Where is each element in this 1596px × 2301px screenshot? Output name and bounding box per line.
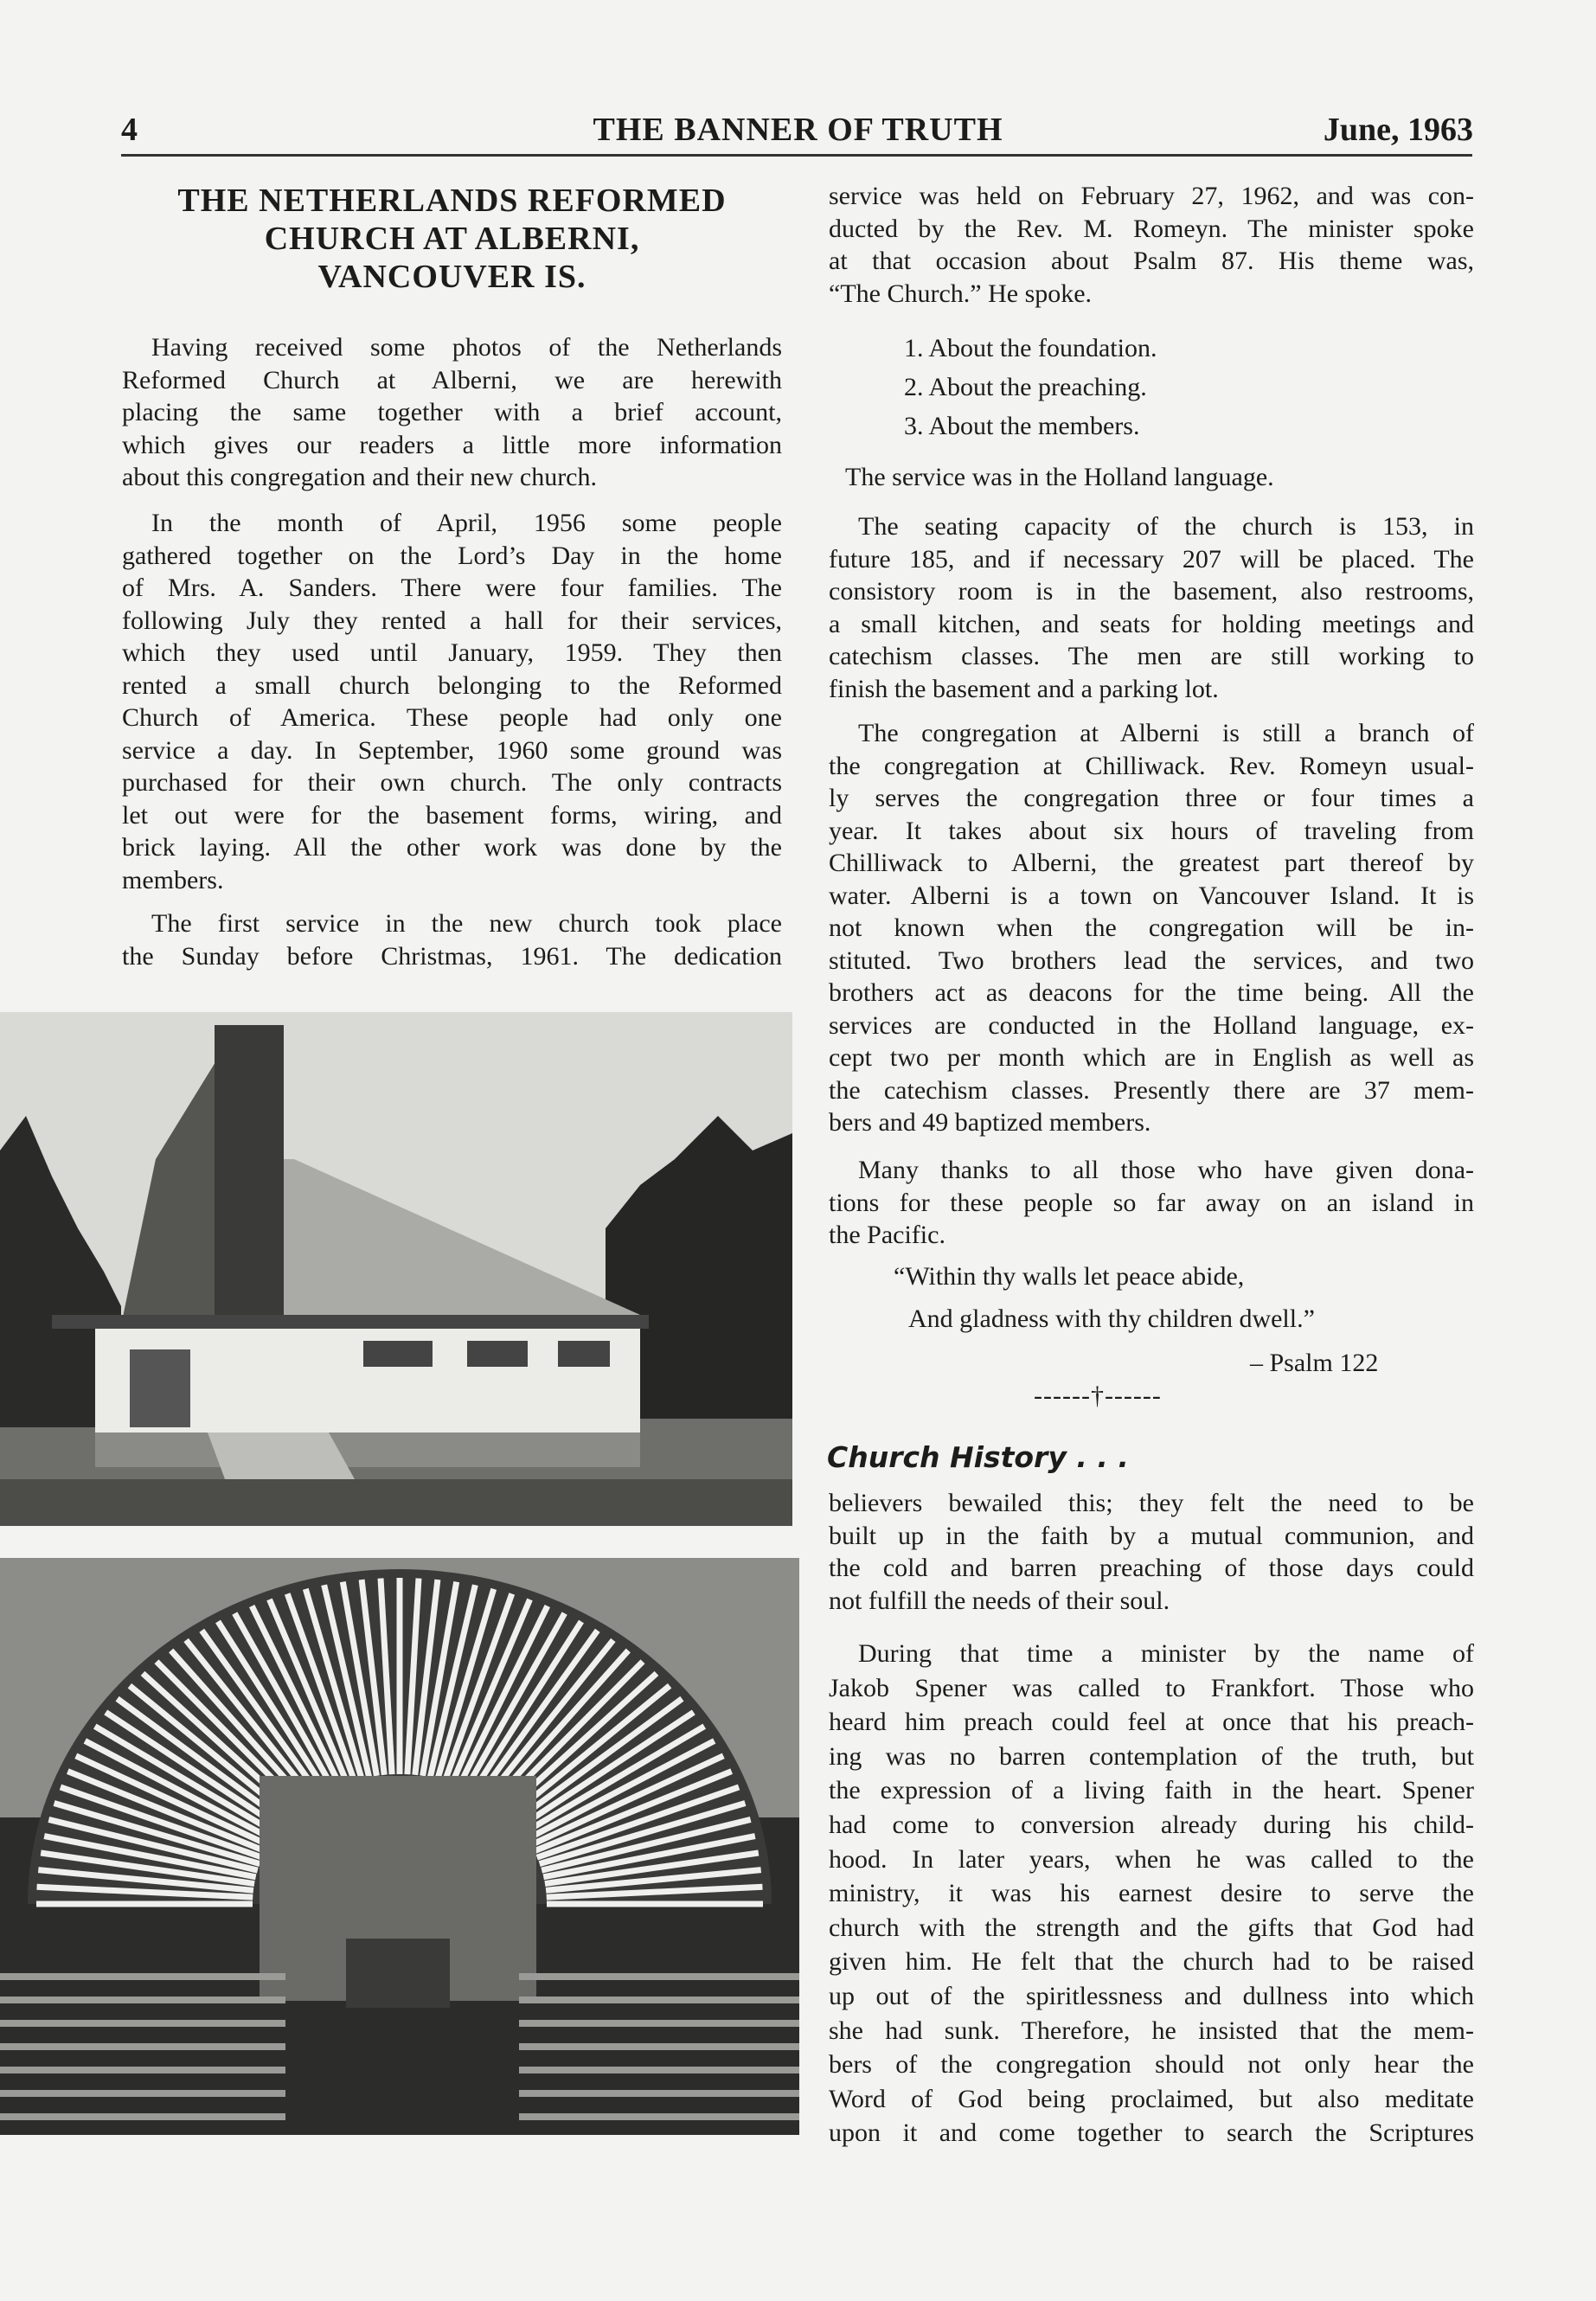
text-line: the Pacific. (829, 1221, 945, 1249)
text-line: tions for these people so far away on an island in (829, 1188, 1474, 1217)
text-line: future 185, and if necessary 207 will be placed. The (829, 544, 1474, 574)
text-line: the cold and barren preaching of those days could (829, 1554, 1474, 1582)
text-line: service was held on February 27, 1962, and was con- (829, 182, 1474, 210)
text-line: members. (122, 865, 224, 894)
paragraph (122, 507, 782, 896)
text-line: about this congregation and their new church. (122, 463, 597, 491)
sermon-point: 1. About the foundation. (904, 334, 1157, 362)
title-line: VANCOUVER IS. (317, 259, 586, 295)
paragraph (829, 1487, 1474, 1617)
text-line: not fulfill the needs of their soul. (829, 1586, 1170, 1615)
pew (519, 1997, 799, 2003)
paragraph (122, 907, 782, 972)
text-line: Jakob Spener was called to Frankfort. Those who (829, 1673, 1474, 1702)
title-line: THE NETHERLANDS REFORMED (177, 183, 727, 219)
text-line: the expression of a living faith in the heart. Spener (829, 1776, 1474, 1805)
paragraph (829, 510, 1474, 705)
pew (0, 2090, 285, 2097)
text-line: year. It takes about six hours of traveling from (829, 816, 1474, 845)
header-rule (121, 154, 1472, 157)
paragraph (829, 180, 1474, 310)
pew (519, 2113, 799, 2120)
issue-date: June, 1963 (1323, 112, 1473, 148)
text-line: In the month of April, 1956 some people (151, 509, 782, 537)
quote-line: And gladness with thy children dwell.” (908, 1304, 1315, 1333)
text-line: ministry, it was his earnest desire to serve the (829, 1879, 1474, 1908)
church-interior-photo (0, 1558, 799, 2135)
text-line: purchased for their own church. The only contracts (122, 768, 782, 797)
text-line: The first service in the new church took place (151, 909, 782, 938)
sermon-point: 3. About the members. (904, 412, 1140, 440)
text-line: services are conducted in the Holland language, ex- (829, 1010, 1474, 1040)
text-line: bers of the congregation should not only hear the (829, 2050, 1474, 2080)
pew (0, 1973, 285, 1980)
church-exterior-photo (0, 1012, 792, 1526)
pew (0, 2067, 285, 2073)
text-line: The congregation at Alberni is still a branch of (858, 719, 1474, 747)
text-line: brick laying. All the other work was done by the (122, 833, 782, 862)
quote-attribution: – Psalm 122 (1250, 1349, 1379, 1377)
paragraph (829, 1154, 1474, 1252)
text-line: of Mrs. A. Sanders. There were four families. The (122, 574, 782, 602)
text-line: gathered together on the Lord’s Day in the home (122, 541, 782, 570)
text-line: cept two per month which are in English as well as (829, 1043, 1474, 1072)
text-line: Many thanks to all those who have given dona- (858, 1156, 1474, 1184)
pew (519, 2067, 799, 2073)
paragraph (122, 331, 782, 494)
section-heading: Church History . . . (827, 1440, 1129, 1474)
sermon-point: 2. About the preaching. (904, 373, 1147, 401)
text-line: ly serves the congregation three or four times a (829, 784, 1474, 812)
text-line: up out of the spiritlessness and dullness into which (829, 1981, 1474, 2010)
text-line: the catechism classes. Presently there are 37 mem- (829, 1075, 1474, 1105)
text-line: given him. He felt that the church had to be raised (829, 1947, 1474, 1977)
text-line: ing was no barren contemplation of the truth, but (829, 1741, 1474, 1771)
text-line: at that occasion about Psalm 87. His theme was, (829, 247, 1474, 275)
publication-title: THE BANNER OF TRUTH (593, 112, 1003, 148)
text-line: following July they rented a hall for their services, (122, 606, 782, 635)
text-line: Word of God being proclaimed, but also meditate (829, 2084, 1474, 2113)
text-line: church with the strength and the gifts that God had (829, 1913, 1474, 1942)
pew (0, 2043, 285, 2050)
text-line: built up in the faith by a mutual communion, and (829, 1521, 1474, 1550)
text-line: the Sunday before Christmas, 1961. The dedication (122, 941, 782, 971)
text-line: the congregation at Chilliwack. Rev. Romeyn usual- (829, 751, 1474, 780)
text-line: consistory room is in the basement, also restrooms, (829, 577, 1474, 606)
pew (519, 2020, 799, 2027)
text-line: a small kitchen, and seats for holding meetings and (829, 609, 1474, 638)
text-line: Having received some photos of the Netherlands (151, 333, 782, 362)
pew (519, 2043, 799, 2050)
paragraph (829, 1637, 1474, 2150)
text-line: placing the same together with a brief account, (122, 398, 782, 426)
text-line: she had sunk. Therefore, he insisted that the mem- (829, 2016, 1474, 2045)
text-line: let out were for the basement forms, wiring, and (122, 800, 782, 830)
pew (519, 1973, 799, 1980)
text-line: believers bewailed this; they felt the need to be (829, 1489, 1474, 1517)
pew (0, 2113, 285, 2120)
text-line: ducted by the Rev. M. Romeyn. The minister spoke (829, 214, 1474, 243)
pew (0, 2020, 285, 2027)
text-line: Church of America. These people had only one (122, 703, 782, 732)
title-line: CHURCH AT ALBERNI, (264, 221, 640, 257)
text-line: “The Church.” He spoke. (829, 279, 1093, 308)
text-line: heard him preach could feel at once that his preach- (829, 1708, 1474, 1737)
text-line: Reformed Church at Alberni, we are herewith (122, 365, 782, 394)
text-line: service a day. In September, 1960 some ground was (122, 735, 782, 765)
text-line: finish the basement and a parking lot. (829, 674, 1219, 703)
text-line: brothers act as deacons for the time being. All the (829, 978, 1474, 1007)
text-line: bers and 49 baptized members. (829, 1108, 1151, 1137)
paragraph (829, 717, 1474, 1139)
text-line: which gives our readers a little more information (122, 430, 782, 459)
text-line: stituted. Two brothers lead the services, and two (829, 945, 1474, 975)
page-number: 4 (121, 112, 138, 148)
text-line: During that time a minister by the name of (858, 1639, 1474, 1668)
service-language-note: The service was in the Holland language. (845, 463, 1274, 491)
text-line: hood. In later years, when he was called to the (829, 1844, 1474, 1874)
text-line: Chilliwack to Alberni, the greatest part thereof by (829, 849, 1474, 877)
article-title (121, 182, 783, 296)
text-line: water. Alberni is a town on Vancouver Island. It is (829, 881, 1474, 910)
text-line: catechism classes. The men are still working to (829, 642, 1474, 670)
text-line: which they used until January, 1959. They then (122, 638, 782, 667)
section-divider: ------†------ (1034, 1381, 1162, 1410)
pew (0, 1997, 285, 2003)
text-line: rented a small church belonging to the Reformed (122, 670, 782, 700)
text-line: not known when the congregation will be in- (829, 913, 1474, 942)
text-line: upon it and come together to search the Scriptures (829, 2118, 1474, 2148)
pew (519, 2090, 799, 2097)
text-line: had come to conversion already during his child- (829, 1810, 1474, 1839)
quote-line: “Within thy walls let peace abide, (894, 1262, 1245, 1291)
text-line: The seating capacity of the church is 153, in (858, 512, 1474, 541)
